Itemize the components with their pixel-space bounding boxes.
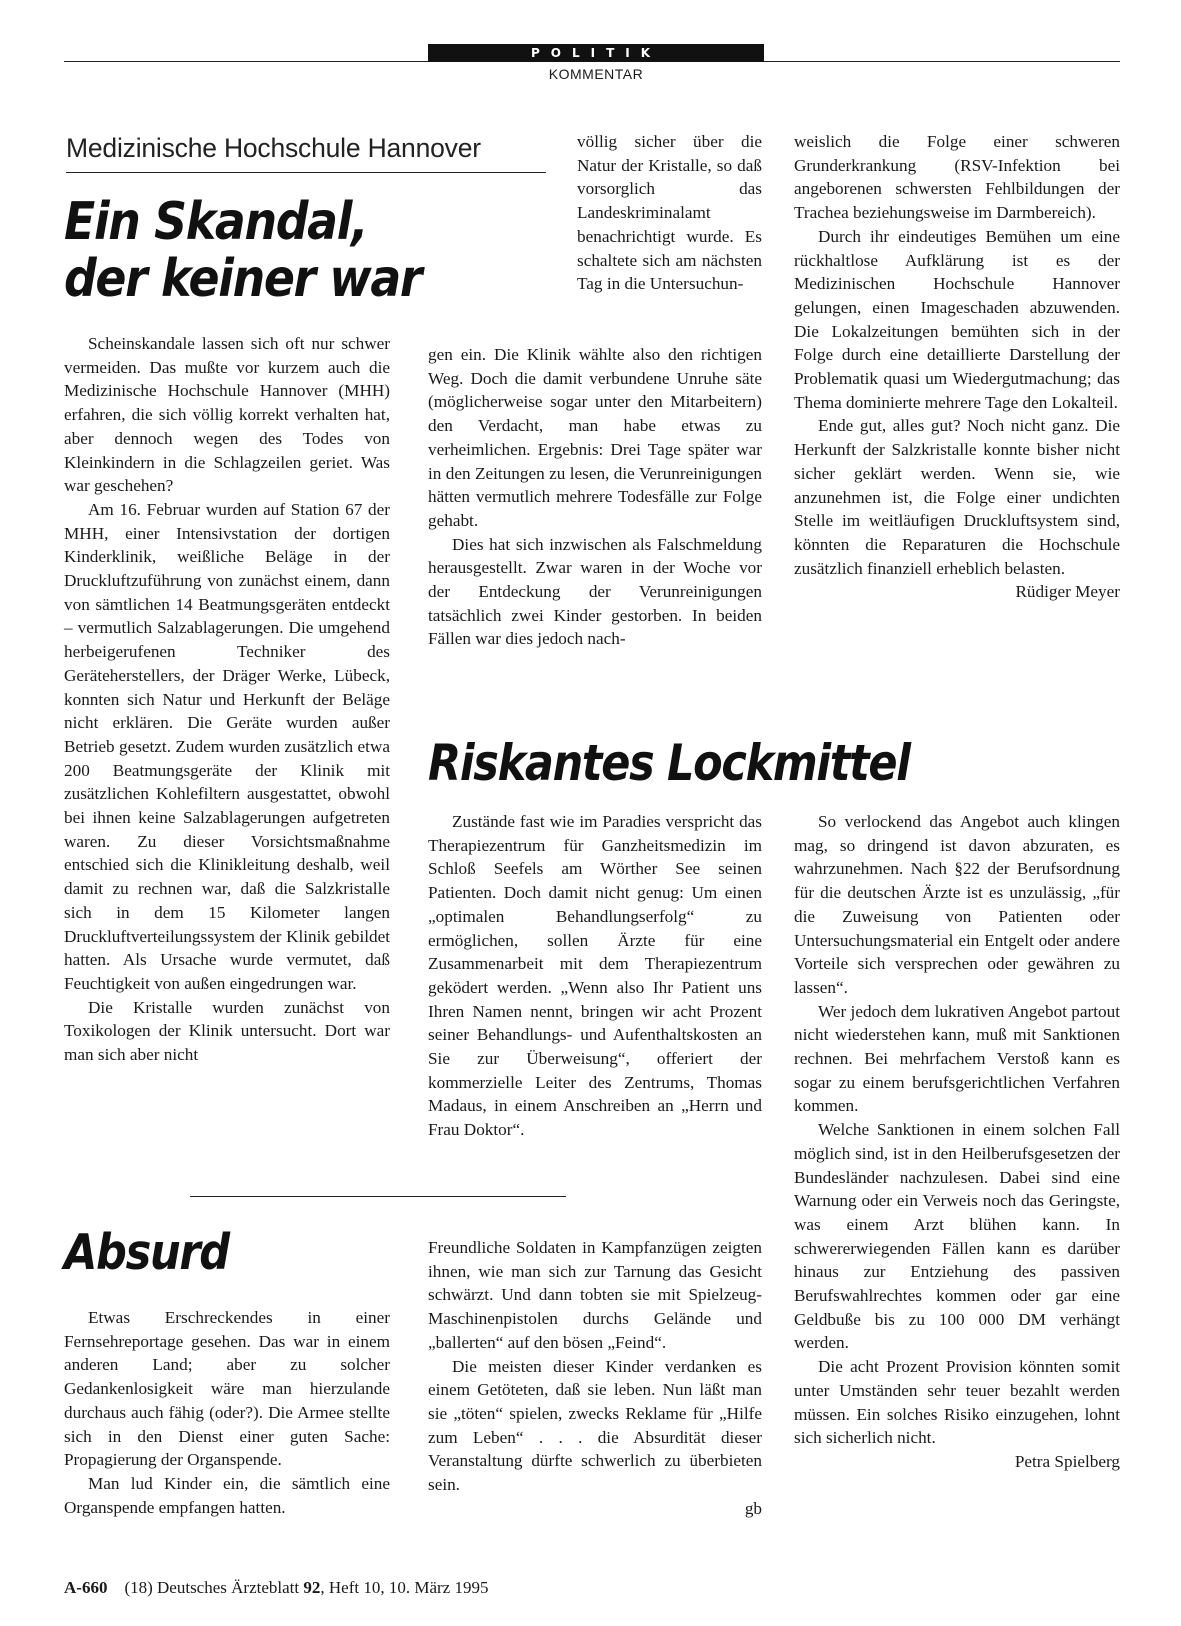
overline-rule [66,172,546,173]
paragraph: weislich die Folge einer schweren Grunderkrankung (RSV-Infektion bei angeborenen schwersten Fehlbildungen der Trachea beziehungsweise im Darmbereich). [794,132,1120,223]
article2-author: Petra Spielberg [1014,1451,1120,1471]
article1-column-2 [428,343,762,651]
paragraph: Wer jedoch dem lukrativen Angebot partout nicht wiederstehen kann, muß mit Sanktionen rechnen. Bei mehrfachem Verstoß kann es sogar zu einem berufsgerichtlichen Verfahren kommen. [794,1001,1120,1116]
article1-overline: Medizinische Hochschule Hannover [66,133,481,163]
article3-author: gb [744,1498,762,1518]
article2-headline: Riskantes Lockmittel [428,734,910,792]
paragraph: Man lud Kinder ein, die sämtlich eine Organspende empfangen hatten. [64,1473,390,1517]
paragraph: Zustände fast wie im Paradies verspricht das Therapiezentrum für Ganzheitsmedizin im Schloß Seefels am Wörther See seinen Patienten. Doch damit nicht genug: Um einen „optimalen Behandlungserfolg“ zu ermöglichen, sollen Ärzte für eine Zusammenarbeit mit dem Therapiezentrum geködert werden. „Wenn also Ihr Patient uns Ihren Namen nennt, bringen wir acht Prozent seiner Behandlungs- und Aufenthaltskosten an Sie zur Überweisung“, offeriert der kommerzielle Leiter des Zentrums, Thomas Madaus, in einem Anschreiben an „Herrn und Frau Doktor“. [428,812,762,1140]
issue-prefix: (18) Deutsches Ärzteblatt [124,1578,300,1597]
article1-headline-line1: Ein Skandal, [64,192,368,252]
paragraph: Durch ihr eindeutiges Bemühen um eine rückhaltlose Aufklärung ist es der Medizinischen Hochschule Hannover gelungen, einen Imageschaden abzuwenden. Die Lokalzeitungen bemühten sich in der Folge durch eine detaillierte Darstellung der Problematik quasi um Wiedergutmachung; das Thema dominierte mehrere Tage den Lokalteil. [794,226,1120,412]
subsection-label: KOMMENTAR [548,66,644,82]
paragraph: Welche Sanktionen in einem solchen Fall möglich sind, ist in den Heilberufsgesetzen der Bundesländer nachzulesen. Dabei sind eine Warnung oder ein Verweis noch das Geringste, was einem Arzt blühen kann. In schwererwiegenden Fällen kann es darüber hinaus zur Entziehung des passiven Berufswahlrechtes kommen oder gar eine Geldbuße bis zu 100 000 DM verhängt werden. [794,1120,1120,1353]
article3-column-1 [64,1306,390,1519]
page-footer [64,1578,488,1598]
paragraph: Dies hat sich inzwischen als Falschmeldung herausgestellt. Zwar waren in der Woche vor der Entdeckung der Verunreinigungen tatsächlich zwei Kinder gestorben. In beiden Fällen war dies jedoch nach- [428,534,762,649]
article3-headline: Absurd [64,1224,229,1281]
paragraph: gen ein. Die Klinik wählte also den richtigen Weg. Doch die damit verbundene Unruhe säte (möglicherweise sogar unter den Mitarbeitern) den Verdacht, man habe etwas zu verheimlichen. Ergebnis: Drei Tage später war in den Zeitungen zu lesen, die Verunreinigungen hätten vermutlich mehrere Todesfälle zur Folge gehabt. [428,345,762,530]
paragraph: Am 16. Februar wurden auf Station 67 der MHH, einer Intensivstation der dortigen Kinderklinik, weißliche Beläge in der Druckluftzuführung von zunächst einem, dann von sämtlichen 14 Beatmungsgeräten entdeckt – vermutlich Salzablagerungen. Die umgehend herbeigerufenen Techniker des Geräteherstellers, der Dräger Werke, Lübeck, konnten sich Natur und Herkunft der Beläge nicht erklären. Die Geräte wurden außer Betrieb gesetzt. Zudem wurden zusätzlich etwa 200 Beatmungsgeräte der Klinik mit zusätzlichen Kohlefiltern ausgestattet, obwohl bei ihnen keine Salzablagerungen aufgetreten waren. Zu dieser Vorsichtsmaßnahme entschied sich die Klinikleitung deshalb, weil damit zu rechnen war, daß die Salzkristalle sich in dem 15 Kilometer langen Druckluftverteilungssystem der Klinik gebildet hatten. Als Ursache wurde vermutet, daß Feuchtigkeit von außen eingedrungen war. [64,499,390,993]
article2-column-2 [794,810,1120,1474]
paragraph: Die Kristalle wurden zunächst von Toxikologen der Klinik untersucht. Dort war man sich aber nicht [64,997,390,1065]
article3-column-2 [428,1236,762,1520]
article-divider [190,1196,566,1197]
page-number: A-660 [64,1578,108,1597]
article1-column-3 [794,130,1120,604]
article1-column-2-top [577,130,762,296]
paragraph: Etwas Erschreckendes in einer Fernsehreportage gesehen. Das war in einem anderen Land; aber zu solcher Gedankenlosigkeit wäre man hierzulande durchaus auch fähig (oder?). Die Armee stellte sich in den Dienst einer guten Sache: Propagierung der Organspende. [64,1308,390,1470]
paragraph: völlig sicher über die Natur der Kristalle, so daß vorsorglich das Landeskriminalamt benachrichtigt wurde. Es schaltete sich am nächsten Tag in die Untersuchun- [577,132,762,294]
article1-headline-line2: der keiner war [64,249,422,310]
issue-suffix: , Heft 10, 10. März 1995 [320,1578,489,1597]
article1-column-1 [64,332,390,1067]
article2-column-1 [428,810,762,1142]
paragraph: Scheinskandale lassen sich oft nur schwer vermeiden. Das mußte vor kurzem auch die Medizinische Hochschule Hannover (MHH) erfahren, die sich völlig korrekt verhalten hat, aber dennoch wegen des Todes von Kleinkindern in die Schlagzeilen geriet. Was war geschehen? [64,334,390,496]
paragraph: Freundliche Soldaten in Kampfanzügen zeigten ihnen, wie man sich zur Tarnung das Gesicht schwärzt. Und dann tobten sie mit Spielzeug-Maschinenpistolen durchs Gelände und „ballerten“ auf den bösen „Feind“. [428,1238,762,1352]
paragraph: So verlockend das Angebot auch klingen mag, so dringend ist davon abzuraten, es wahrzunehmen. Nach §22 der Berufsordnung für die deutschen Ärzte ist es unzulässig, „für die Zuweisung von Patienten oder Untersuchungsmaterial ein Entgelt oder andere Vorteile sich versprechen oder gewähren zu lassen“. [794,812,1120,997]
paragraph: Ende gut, alles gut? Noch nicht ganz. Die Herkunft der Salzkristalle konnte bisher nicht sicher geklärt werden. Wenn sie, wie anzunehmen ist, die Folge einer undichten Stelle im weitläufigen Druckluftsystem sind, könnten die Reparaturen die Hochschule zusätzlich finanziell erheblich belasten. [794,416,1120,578]
paragraph: Die acht Prozent Provision könnten somit unter Umständen sehr teuer bezahlt werden müssen. Ein solches Risiko einzugehen, lohnt sich sicherlich nicht. [794,1357,1120,1448]
article1-headline [64,194,421,308]
section-label: POLITIK [428,44,764,62]
paragraph: Die meisten dieser Kinder verdanken es einem Getöteten, daß sie leben. Nun läßt man sie „töten“ spielen, zwecks Reklame für „Hilfe zum Leben“ . . . die Absurdität dieser Veranstaltung dürfte schwerlich zu überbieten sein. [428,1356,762,1495]
issue-volume: 92 [303,1578,321,1597]
article1-author: Rüdiger Meyer [1015,582,1120,602]
